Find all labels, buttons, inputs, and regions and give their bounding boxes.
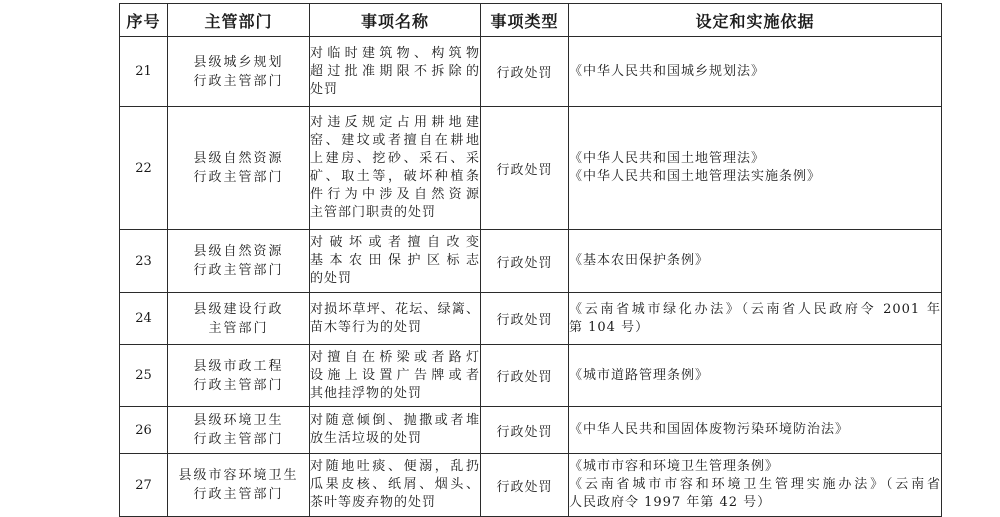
row-name: 对临时建筑物、构筑物 超过批准期限不拆除的 处罚 <box>310 37 481 107</box>
row-name: 对随地吐痰、便溺，乱扔 瓜果皮核、纸屑、烟头、 茶叶等废弃物的处罚 <box>310 454 481 517</box>
header-name: 事项名称 <box>310 4 481 37</box>
row-name: 对违反规定占用耕地建 窑、建坟或者擅自在耕地 上建房、挖砂、采石、采 矿、取土等，破坏种植条 件行为中涉及自然资源 主管部门职责的处罚 <box>310 107 481 230</box>
row-basis: 《云南省城市绿化办法》（云南省人民政府令 2001 年 第 104 号） <box>569 293 942 345</box>
row-type: 行政处罚 <box>481 230 569 293</box>
row-no: 25 <box>120 345 168 407</box>
row-dept: 县级自然资源 行政主管部门 <box>168 107 310 230</box>
row-dept: 县级市政工程 行政主管部门 <box>168 345 310 407</box>
row-name: 对随意倾倒、抛撒或者堆 放生活垃圾的处罚 <box>310 407 481 454</box>
row-type: 行政处罚 <box>481 293 569 345</box>
row-no: 23 <box>120 230 168 293</box>
table-row <box>120 230 942 293</box>
row-no: 22 <box>120 107 168 230</box>
row-no: 21 <box>120 37 168 107</box>
header-dept: 主管部门 <box>168 4 310 37</box>
header-basis: 设定和实施依据 <box>569 4 942 37</box>
header-type: 事项类型 <box>481 4 569 37</box>
row-type: 行政处罚 <box>481 454 569 517</box>
row-dept: 县级环境卫生 行政主管部门 <box>168 407 310 454</box>
row-basis: 《城市道路管理条例》 <box>569 345 942 407</box>
row-basis: 《中华人民共和国城乡规划法》 <box>569 37 942 107</box>
row-dept: 县级市容环境卫生 行政主管部门 <box>168 454 310 517</box>
row-basis: 《城市市容和环境卫生管理条例》 《云南省城市市容和环境卫生管理实施办法》（云南省 人民政府令 1997 年第 42 号） <box>569 454 942 517</box>
row-dept: 县级自然资源 行政主管部门 <box>168 230 310 293</box>
table-row <box>120 293 942 345</box>
row-type: 行政处罚 <box>481 345 569 407</box>
table-header-row <box>120 4 942 37</box>
row-dept: 县级城乡规划 行政主管部门 <box>168 37 310 107</box>
row-basis: 《中华人民共和国土地管理法》 《中华人民共和国土地管理法实施条例》 <box>569 107 942 230</box>
regulation-table <box>119 3 942 517</box>
row-name: 对破坏或者擅自改变 基本农田保护区标志 的处罚 <box>310 230 481 293</box>
row-no: 24 <box>120 293 168 345</box>
row-dept: 县级建设行政 主管部门 <box>168 293 310 345</box>
row-basis: 《基本农田保护条例》 <box>569 230 942 293</box>
row-type: 行政处罚 <box>481 37 569 107</box>
row-name: 对擅自在桥梁或者路灯 设施上设置广告牌或者 其他挂浮物的处罚 <box>310 345 481 407</box>
table-row <box>120 37 942 107</box>
table-row <box>120 407 942 454</box>
table-row <box>120 345 942 407</box>
header-no: 序号 <box>120 4 168 37</box>
table-row <box>120 107 942 230</box>
row-type: 行政处罚 <box>481 107 569 230</box>
table-row <box>120 454 942 517</box>
row-type: 行政处罚 <box>481 407 569 454</box>
row-name: 对损坏草坪、花坛、绿篱、 苗木等行为的处罚 <box>310 293 481 345</box>
row-no: 26 <box>120 407 168 454</box>
row-no: 27 <box>120 454 168 517</box>
row-basis: 《中华人民共和国固体废物污染环境防治法》 <box>569 407 942 454</box>
